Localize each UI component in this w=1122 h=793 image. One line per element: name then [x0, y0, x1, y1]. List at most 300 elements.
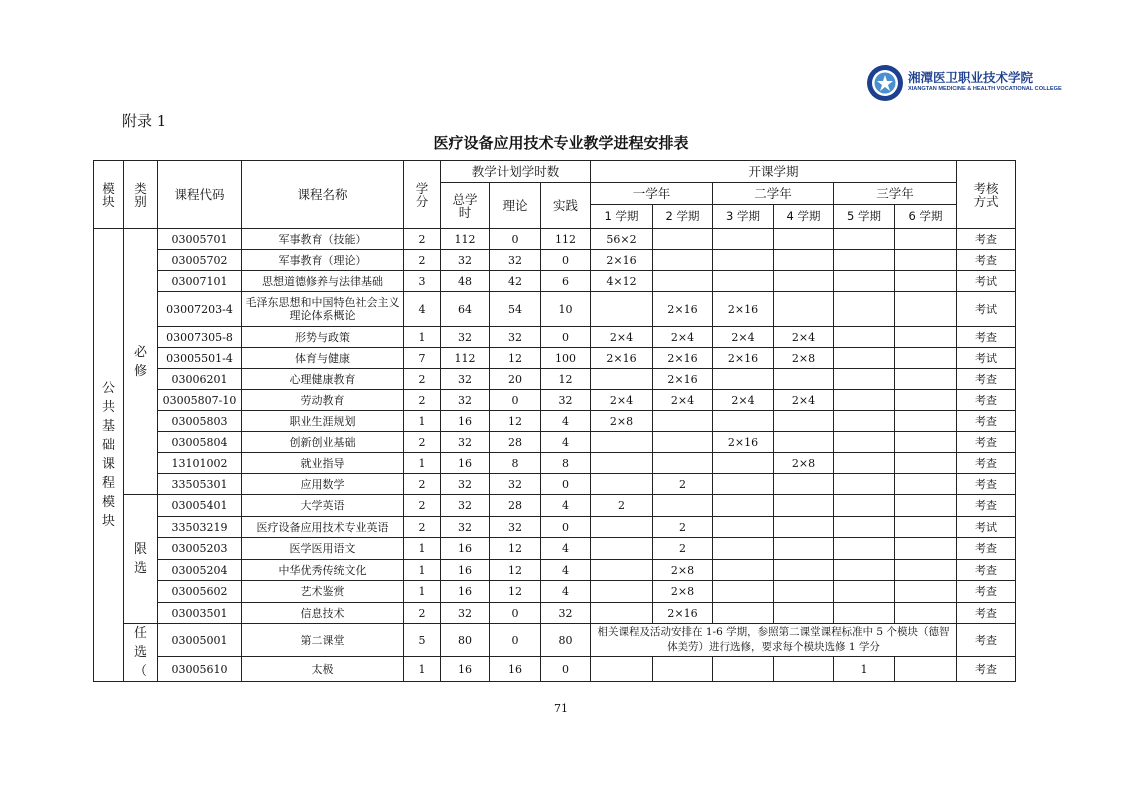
table-row — [94, 657, 1016, 682]
cell-name: 艺术鉴赏 — [242, 581, 404, 603]
table-row — [94, 624, 1016, 657]
cell-s3: 2×16 — [713, 432, 774, 453]
cell-s4 — [774, 657, 834, 682]
cell-code: 03005602 — [158, 581, 242, 603]
cell-theory: 16 — [490, 657, 541, 682]
cell-assessment: 考查 — [957, 657, 1016, 682]
table-row — [94, 603, 1016, 624]
cell-s1: 2×16 — [591, 250, 653, 271]
cell-code: 03006201 — [158, 369, 242, 390]
table-row — [94, 250, 1016, 271]
header-hours-practice: 实践 — [541, 183, 591, 229]
cell-assessment: 考查 — [957, 432, 1016, 453]
cell-s3: 2×16 — [713, 348, 774, 369]
appendix-label: 附录 1 — [122, 112, 167, 130]
cell-s4 — [774, 538, 834, 560]
cell-s3 — [713, 657, 774, 682]
cell-s4 — [774, 603, 834, 624]
cell-s4 — [774, 474, 834, 495]
header-sem5: 5 学期 — [834, 205, 895, 229]
cell-s2 — [653, 432, 713, 453]
cell-credit: 4 — [404, 292, 441, 327]
cell-assessment: 考查 — [957, 538, 1016, 560]
cell-s4 — [774, 411, 834, 432]
cell-s1 — [591, 474, 653, 495]
cell-s3 — [713, 495, 774, 517]
cell-credit: 2 — [404, 390, 441, 411]
cell-s5 — [834, 292, 895, 327]
cell-s2: 2×16 — [653, 603, 713, 624]
cell-practice: 0 — [541, 327, 591, 348]
cell-s1: 2×4 — [591, 327, 653, 348]
table-row — [94, 560, 1016, 581]
table-row — [94, 292, 1016, 327]
cell-assessment: 考查 — [957, 453, 1016, 474]
cell-total: 32 — [441, 250, 490, 271]
category-required: 必修 — [124, 229, 158, 495]
cell-total: 32 — [441, 390, 490, 411]
cell-s6 — [895, 390, 957, 411]
cell-s5 — [834, 348, 895, 369]
cell-practice: 100 — [541, 348, 591, 369]
table-row — [94, 495, 1016, 517]
cell-assessment: 考查 — [957, 495, 1016, 517]
table-row — [94, 432, 1016, 453]
cell-s4: 2×4 — [774, 327, 834, 348]
cell-practice: 8 — [541, 453, 591, 474]
cell-practice: 6 — [541, 271, 591, 292]
cell-s1 — [591, 603, 653, 624]
cell-s4 — [774, 581, 834, 603]
cell-total: 32 — [441, 369, 490, 390]
cell-s2 — [653, 453, 713, 474]
cell-total: 16 — [441, 581, 490, 603]
cell-assessment: 考查 — [957, 474, 1016, 495]
cell-s6 — [895, 603, 957, 624]
schedule-table — [93, 160, 1016, 682]
cell-practice: 0 — [541, 474, 591, 495]
cell-code: 03007305-8 — [158, 327, 242, 348]
cell-theory: 42 — [490, 271, 541, 292]
table-row — [94, 517, 1016, 538]
cell-credit: 7 — [404, 348, 441, 369]
cell-s6 — [895, 495, 957, 517]
cell-assessment: 考试 — [957, 517, 1016, 538]
cell-theory: 54 — [490, 292, 541, 327]
cell-practice: 4 — [541, 581, 591, 603]
cell-credit: 2 — [404, 250, 441, 271]
cell-code: 03005401 — [158, 495, 242, 517]
cell-credit: 5 — [404, 624, 441, 657]
cell-assessment: 考查 — [957, 229, 1016, 250]
cell-total: 16 — [441, 538, 490, 560]
cell-credit: 1 — [404, 657, 441, 682]
cell-total: 112 — [441, 229, 490, 250]
cell-total: 32 — [441, 327, 490, 348]
cell-s2: 2×16 — [653, 369, 713, 390]
cell-assessment: 考查 — [957, 390, 1016, 411]
cell-s2: 2×16 — [653, 348, 713, 369]
cell-s5: 1 — [834, 657, 895, 682]
cell-s1 — [591, 560, 653, 581]
cell-total: 80 — [441, 624, 490, 657]
cell-practice: 4 — [541, 411, 591, 432]
cell-s3 — [713, 250, 774, 271]
cell-s4 — [774, 250, 834, 271]
cell-name: 中华优秀传统文化 — [242, 560, 404, 581]
cell-s2: 2×4 — [653, 390, 713, 411]
cell-theory: 20 — [490, 369, 541, 390]
cell-assessment: 考试 — [957, 271, 1016, 292]
cell-s5 — [834, 495, 895, 517]
cell-s3 — [713, 474, 774, 495]
cell-code: 03005204 — [158, 560, 242, 581]
cell-practice: 0 — [541, 657, 591, 682]
category-elective: 任选（ — [124, 624, 158, 682]
cell-theory: 32 — [490, 327, 541, 348]
cell-credit: 1 — [404, 560, 441, 581]
cell-code: 03003501 — [158, 603, 242, 624]
cell-s6 — [895, 581, 957, 603]
cell-total: 16 — [441, 453, 490, 474]
cell-s4 — [774, 229, 834, 250]
cell-assessment: 考查 — [957, 327, 1016, 348]
cell-s6 — [895, 474, 957, 495]
header-semesters-group: 开课学期 — [591, 161, 957, 183]
cell-s3 — [713, 517, 774, 538]
table-row — [94, 538, 1016, 560]
cell-s6 — [895, 538, 957, 560]
cell-s3 — [713, 453, 774, 474]
cell-credit: 1 — [404, 581, 441, 603]
table-row — [94, 581, 1016, 603]
cell-total: 16 — [441, 657, 490, 682]
cell-s2: 2 — [653, 474, 713, 495]
cell-total: 32 — [441, 495, 490, 517]
cell-s1 — [591, 517, 653, 538]
cell-s4 — [774, 495, 834, 517]
cell-s3: 2×16 — [713, 292, 774, 327]
table-row — [94, 474, 1016, 495]
cell-s3 — [713, 603, 774, 624]
cell-total: 16 — [441, 560, 490, 581]
cell-practice: 4 — [541, 432, 591, 453]
cell-name: 医疗设备应用技术专业英语 — [242, 517, 404, 538]
cell-name: 大学英语 — [242, 495, 404, 517]
cell-name: 军事教育（理论） — [242, 250, 404, 271]
cell-credit: 1 — [404, 327, 441, 348]
cell-theory: 0 — [490, 603, 541, 624]
cell-name: 体育与健康 — [242, 348, 404, 369]
cell-code: 03005803 — [158, 411, 242, 432]
cell-theory: 32 — [490, 517, 541, 538]
cell-s6 — [895, 369, 957, 390]
cell-code: 03005807-10 — [158, 390, 242, 411]
cell-s6 — [895, 229, 957, 250]
cell-s1: 2×16 — [591, 348, 653, 369]
cell-total: 32 — [441, 603, 490, 624]
cell-s2: 2 — [653, 538, 713, 560]
cell-theory: 0 — [490, 624, 541, 657]
college-name-cn: 湘潭医卫职业技术学院 — [908, 70, 1034, 85]
cell-total: 112 — [441, 348, 490, 369]
header-year3: 三学年 — [834, 183, 957, 205]
table-row — [94, 229, 1016, 250]
cell-s3 — [713, 560, 774, 581]
cell-s6 — [895, 453, 957, 474]
cell-theory: 32 — [490, 474, 541, 495]
college-emblem-icon — [866, 64, 904, 102]
cell-assessment: 考查 — [957, 603, 1016, 624]
cell-theory: 12 — [490, 538, 541, 560]
cell-theory: 8 — [490, 453, 541, 474]
cell-s3 — [713, 229, 774, 250]
cell-theory: 12 — [490, 348, 541, 369]
cell-practice: 0 — [541, 250, 591, 271]
cell-s4: 2×4 — [774, 390, 834, 411]
cell-s5 — [834, 411, 895, 432]
cell-name: 医学医用语文 — [242, 538, 404, 560]
cell-code: 13101002 — [158, 453, 242, 474]
header-hours-group: 教学计划学时数 — [441, 161, 591, 183]
cell-total: 64 — [441, 292, 490, 327]
cell-total: 16 — [441, 411, 490, 432]
header-sem4: 4 学期 — [774, 205, 834, 229]
cell-s5 — [834, 390, 895, 411]
cell-s1: 4×12 — [591, 271, 653, 292]
cell-s4 — [774, 369, 834, 390]
cell-s1: 56×2 — [591, 229, 653, 250]
cell-s1 — [591, 453, 653, 474]
cell-total: 32 — [441, 432, 490, 453]
table-row — [94, 271, 1016, 292]
cell-credit: 2 — [404, 369, 441, 390]
cell-s3: 2×4 — [713, 327, 774, 348]
cell-practice: 0 — [541, 517, 591, 538]
cell-s1: 2×4 — [591, 390, 653, 411]
cell-practice: 32 — [541, 603, 591, 624]
cell-code: 03007203-4 — [158, 292, 242, 327]
cell-s2 — [653, 271, 713, 292]
cell-s3 — [713, 411, 774, 432]
cell-code: 03005501-4 — [158, 348, 242, 369]
cell-practice: 4 — [541, 560, 591, 581]
cell-s3: 2×4 — [713, 390, 774, 411]
cell-s5 — [834, 517, 895, 538]
cell-code: 03005001 — [158, 624, 242, 657]
cell-s1 — [591, 369, 653, 390]
cell-s1 — [591, 657, 653, 682]
cell-name: 军事教育（技能） — [242, 229, 404, 250]
cell-s5 — [834, 327, 895, 348]
cell-practice: 112 — [541, 229, 591, 250]
cell-name: 创新创业基础 — [242, 432, 404, 453]
cell-s6 — [895, 348, 957, 369]
cell-note: 相关课程及活动安排在 1-6 学期，参照第二课堂课程标准中 5 个模块（德智体美劳）进行选修，要求每个模块选修 1 学分 — [591, 624, 957, 657]
cell-assessment: 考查 — [957, 560, 1016, 581]
cell-theory: 28 — [490, 432, 541, 453]
cell-s1 — [591, 581, 653, 603]
cell-s5 — [834, 369, 895, 390]
cell-s1 — [591, 292, 653, 327]
cell-s5 — [834, 453, 895, 474]
cell-name: 心理健康教育 — [242, 369, 404, 390]
header-sem1: 1 学期 — [591, 205, 653, 229]
cell-code: 03007101 — [158, 271, 242, 292]
cell-practice: 4 — [541, 495, 591, 517]
cell-practice: 12 — [541, 369, 591, 390]
cell-s4 — [774, 560, 834, 581]
cell-s5 — [834, 560, 895, 581]
table-row — [94, 369, 1016, 390]
header-module: 模块 — [94, 161, 124, 229]
header-sem6: 6 学期 — [895, 205, 957, 229]
cell-practice: 32 — [541, 390, 591, 411]
cell-name: 劳动教育 — [242, 390, 404, 411]
cell-practice: 80 — [541, 624, 591, 657]
header-hours-theory: 理论 — [490, 183, 541, 229]
cell-theory: 0 — [490, 390, 541, 411]
header-credit: 学分 — [404, 161, 441, 229]
cell-s5 — [834, 229, 895, 250]
cell-s5 — [834, 250, 895, 271]
cell-theory: 12 — [490, 581, 541, 603]
cell-s3 — [713, 369, 774, 390]
cell-s4: 2×8 — [774, 453, 834, 474]
header-course-name: 课程名称 — [242, 161, 404, 229]
cell-s6 — [895, 517, 957, 538]
cell-s4 — [774, 271, 834, 292]
cell-credit: 2 — [404, 432, 441, 453]
cell-theory: 32 — [490, 250, 541, 271]
module-cell: 公共基础课程模块 — [94, 229, 124, 682]
cell-s2 — [653, 411, 713, 432]
cell-total: 32 — [441, 517, 490, 538]
cell-theory: 28 — [490, 495, 541, 517]
cell-practice: 4 — [541, 538, 591, 560]
cell-s5 — [834, 538, 895, 560]
cell-code: 03005804 — [158, 432, 242, 453]
table-row — [94, 390, 1016, 411]
header-year2: 二学年 — [713, 183, 834, 205]
cell-s4 — [774, 517, 834, 538]
cell-code: 33505301 — [158, 474, 242, 495]
cell-s4 — [774, 432, 834, 453]
cell-s2: 2×8 — [653, 560, 713, 581]
cell-credit: 2 — [404, 229, 441, 250]
header-sem2: 2 学期 — [653, 205, 713, 229]
cell-assessment: 考查 — [957, 624, 1016, 657]
cell-theory: 0 — [490, 229, 541, 250]
category-limited: 限选 — [124, 495, 158, 624]
cell-code: 03005702 — [158, 250, 242, 271]
cell-s6 — [895, 657, 957, 682]
cell-s3 — [713, 538, 774, 560]
cell-credit: 1 — [404, 538, 441, 560]
cell-credit: 1 — [404, 411, 441, 432]
cell-s5 — [834, 603, 895, 624]
cell-s4: 2×8 — [774, 348, 834, 369]
cell-total: 48 — [441, 271, 490, 292]
cell-s1: 2×8 — [591, 411, 653, 432]
header-category: 类别 — [124, 161, 158, 229]
header-course-code: 课程代码 — [158, 161, 242, 229]
cell-code: 03005610 — [158, 657, 242, 682]
college-name-en: XIANGTAN MEDICINE & HEALTH VOCATIONAL COLLEGE — [908, 86, 1062, 92]
cell-name: 形势与政策 — [242, 327, 404, 348]
cell-credit: 2 — [404, 517, 441, 538]
cell-s2 — [653, 495, 713, 517]
cell-s6 — [895, 271, 957, 292]
cell-total: 32 — [441, 474, 490, 495]
cell-s3 — [713, 271, 774, 292]
cell-credit: 2 — [404, 495, 441, 517]
cell-code: 33503219 — [158, 517, 242, 538]
cell-assessment: 考试 — [957, 292, 1016, 327]
cell-s6 — [895, 411, 957, 432]
cell-name: 思想道德修养与法律基础 — [242, 271, 404, 292]
cell-name: 毛泽东思想和中国特色社会主义理论体系概论 — [242, 292, 404, 327]
page-number: 71 — [554, 702, 568, 715]
cell-s4 — [774, 292, 834, 327]
cell-name: 第二课堂 — [242, 624, 404, 657]
cell-s2: 2×16 — [653, 292, 713, 327]
cell-s1: 2 — [591, 495, 653, 517]
cell-s6 — [895, 292, 957, 327]
cell-s3 — [713, 581, 774, 603]
page-title: 医疗设备应用技术专业教学进程安排表 — [433, 134, 689, 152]
cell-s1 — [591, 432, 653, 453]
cell-s5 — [834, 432, 895, 453]
cell-assessment: 考查 — [957, 369, 1016, 390]
cell-s2 — [653, 250, 713, 271]
cell-s2 — [653, 229, 713, 250]
table-row — [94, 327, 1016, 348]
cell-theory: 12 — [490, 560, 541, 581]
cell-assessment: 考查 — [957, 250, 1016, 271]
cell-s6 — [895, 327, 957, 348]
header-hours-total: 总学时 — [441, 183, 490, 229]
table-row — [94, 453, 1016, 474]
cell-credit: 2 — [404, 603, 441, 624]
cell-assessment: 考试 — [957, 348, 1016, 369]
cell-s2: 2 — [653, 517, 713, 538]
cell-name: 职业生涯规划 — [242, 411, 404, 432]
cell-credit: 3 — [404, 271, 441, 292]
cell-code: 03005701 — [158, 229, 242, 250]
cell-theory: 12 — [490, 411, 541, 432]
cell-name: 信息技术 — [242, 603, 404, 624]
cell-practice: 10 — [541, 292, 591, 327]
cell-s5 — [834, 474, 895, 495]
cell-s6 — [895, 250, 957, 271]
cell-name: 就业指导 — [242, 453, 404, 474]
header-assessment: 考核方式 — [957, 161, 1016, 229]
cell-assessment: 考查 — [957, 581, 1016, 603]
header-sem3: 3 学期 — [713, 205, 774, 229]
cell-name: 太极 — [242, 657, 404, 682]
cell-s6 — [895, 432, 957, 453]
cell-s5 — [834, 271, 895, 292]
cell-name: 应用数学 — [242, 474, 404, 495]
cell-credit: 2 — [404, 474, 441, 495]
table-row — [94, 348, 1016, 369]
table-row — [94, 411, 1016, 432]
header-year1: 一学年 — [591, 183, 713, 205]
cell-s2 — [653, 657, 713, 682]
cell-code: 03005203 — [158, 538, 242, 560]
cell-s2: 2×8 — [653, 581, 713, 603]
